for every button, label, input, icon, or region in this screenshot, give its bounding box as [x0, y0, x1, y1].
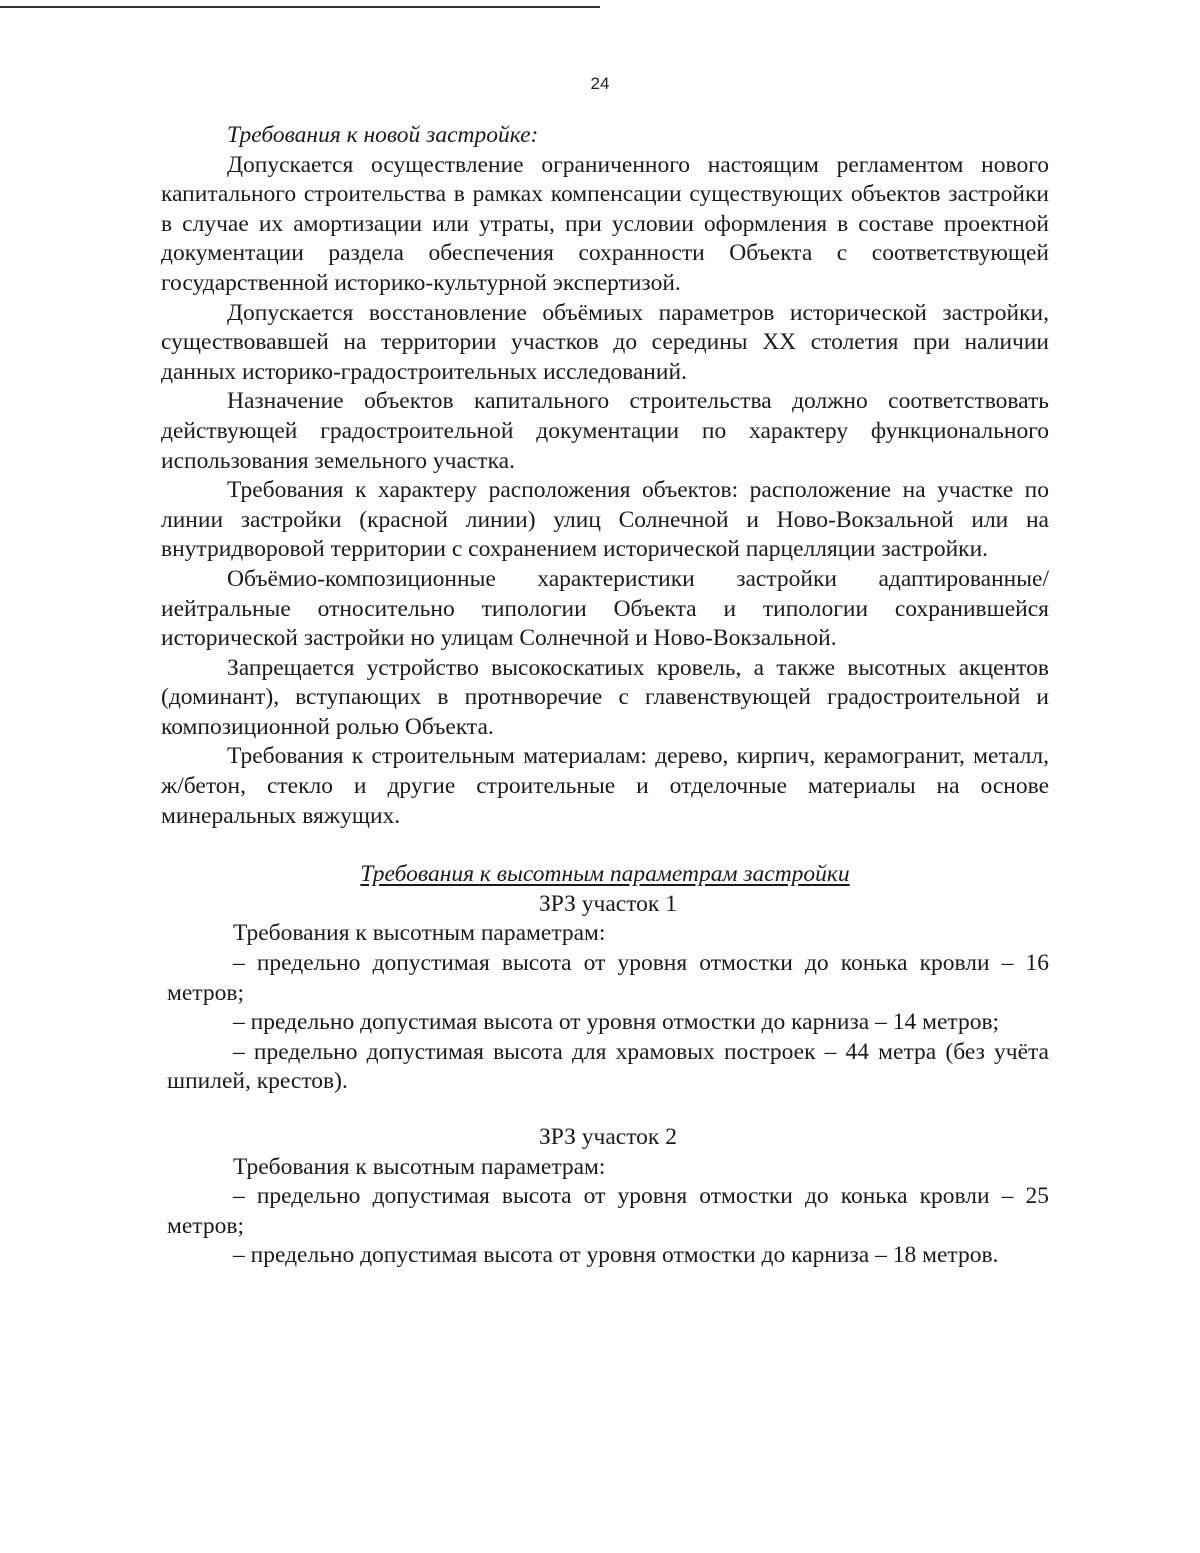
zone-label: ЗРЗ участок 2	[539, 1124, 677, 1150]
zone-intro: Требования к высотным параметрам:	[233, 1153, 606, 1180]
zone-intro: Требования к высотным параметрам:	[233, 920, 606, 947]
zone-label: ЗРЗ участок 1	[539, 890, 677, 917]
zone-spacer	[161, 1097, 1049, 1123]
list-item: – предельно допустимая высота от уровня отмостки до конька кровли – 16 метров;	[167, 950, 1049, 1006]
zone-block-1	[167, 890, 1049, 1097]
section-heading-new-construction: Требования к новой застройке:	[227, 122, 539, 148]
paragraph: Назначение объектов капитального строительства должно соответствовать действующей градостроительной документации по характеру функционального использования земельного участка.	[161, 388, 1049, 474]
list-item: – предельно допустимая высота для храмовых построек – 44 метра (без учёта шпилей, крестов).	[167, 1038, 1049, 1095]
section-spacer	[161, 831, 1049, 860]
paragraph: Запрещается устройство высокоскатиых кровель, а также высотных акцентов (доминант), вступающих в протнворечие с главенствующей градостроительной и композиционной ролью Объекта.	[161, 654, 1049, 740]
page-number: 24	[590, 74, 610, 93]
list-item: – предельно допустимая высота от уровня отмостки до карниза – 14 метров;	[233, 1009, 1000, 1036]
section-title-height-requirements: Требования к высотным параметрам застройки	[360, 861, 850, 888]
list-item: – предельно допустимая высота от уровня отмостки до конька кровли – 25 метров;	[167, 1183, 1049, 1239]
list-item: – предельно допустимая высота от уровня отмостки до карниза – 18 метров.	[233, 1242, 999, 1269]
paragraph: Требования к строительным материалам: дерево, кирпич, керамогранит, металл, ж/бетон, стекло и другие строительные и отделочные материалы на основе минеральных вяжущих.	[161, 743, 1049, 829]
paragraph: Допускается осуществление ограниченного настоящим регламентом нового капитального строительства в рамках компенсации существующих объектов застройки в случае их амортизации или утраты, при условии оформления в составе проектной документации раздела обеспечения сохранности Объекта с соответствующей государственной историко-культурной экспертизой.	[161, 151, 1049, 296]
top-rule	[0, 6, 600, 8]
document-body	[161, 121, 1049, 1271]
paragraph: Объёмио-композиционные характеристики застройки адаптированные/иейтральные относительно типологии Объекта и типологии сохранившейся исторической застройки но улицам Солнечной и Ново-Вокзальной.	[161, 565, 1049, 652]
paragraph: Требования к характеру расположения объектов: расположение на участке по линии застройки (красной линии) улиц Солнечной и Ново-Вокзальной или на внутридворовой территории с сохранением исторической парцелляции застройки.	[161, 477, 1049, 563]
paragraph: Допускается восстановление объёмиых параметров исторической застройки, существовавшей на территории участков до середины XX столетия при наличии данных историко-градостроительных исследований.	[161, 299, 1049, 385]
zone-block-2	[167, 1123, 1049, 1271]
